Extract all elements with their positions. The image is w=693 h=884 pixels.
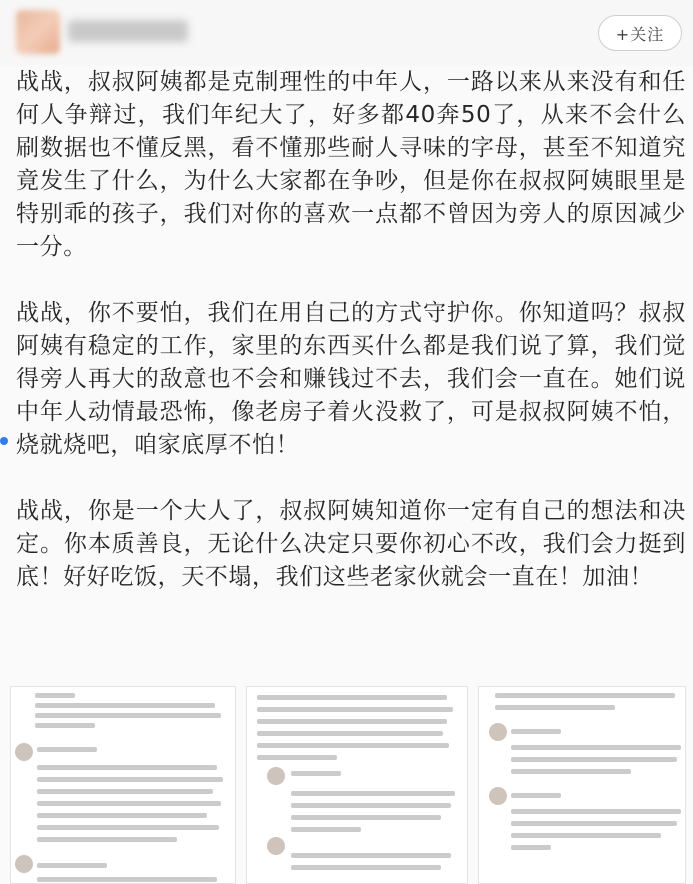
blurred-text-line xyxy=(35,713,221,718)
post-header xyxy=(0,0,693,66)
unread-indicator-dot xyxy=(0,437,8,445)
post-body xyxy=(16,66,686,627)
blurred-text-line xyxy=(257,755,337,760)
blurred-text-line xyxy=(37,877,217,882)
blurred-text-line xyxy=(511,729,561,734)
blurred-text-line xyxy=(511,809,681,814)
screenshot-thumbnail[interactable] xyxy=(246,686,468,884)
comment-avatar xyxy=(15,743,33,761)
attached-screenshots xyxy=(10,686,686,884)
blurred-text-line xyxy=(291,827,361,832)
blurred-text-line xyxy=(37,813,207,818)
blurred-text-line xyxy=(495,705,615,710)
screenshot-thumbnail[interactable] xyxy=(478,686,686,884)
blurred-text-line xyxy=(257,695,447,700)
blurred-text-line xyxy=(37,863,107,868)
blurred-text-line xyxy=(37,789,213,794)
blurred-text-line xyxy=(37,765,217,770)
blurred-text-line xyxy=(37,837,177,842)
blurred-text-line xyxy=(291,791,455,796)
blurred-text-line xyxy=(35,703,215,708)
blurred-text-line xyxy=(257,743,449,748)
blurred-text-line xyxy=(511,757,677,762)
screenshot-thumbnail[interactable] xyxy=(10,686,236,884)
blurred-text-line xyxy=(35,693,75,698)
comment-avatar xyxy=(489,787,507,805)
username-blurred[interactable] xyxy=(68,20,188,42)
comment-avatar xyxy=(267,767,285,785)
blurred-text-line xyxy=(495,693,675,698)
blurred-text-line xyxy=(37,825,219,830)
comment-avatar xyxy=(267,837,285,855)
blurred-text-line xyxy=(291,803,451,808)
post-paragraph: 战战，你是一个大人了，叔叔阿姨知道你一定有自己的想法和决定。你本质善良，无论什么决定只要你初心不改，我们会力挺到底！好好吃饭，天不塌，我们这些老家伙就会一直在！加油！ xyxy=(16,498,686,590)
blurred-text-line xyxy=(37,747,97,752)
blurred-text-line xyxy=(511,845,551,850)
blurred-text-line xyxy=(291,771,341,776)
blurred-text-line xyxy=(37,801,221,806)
post-paragraph: 战战，叔叔阿姨都是克制理性的中年人，一路以来从来没有和任何人争辩过，我们年纪大了，好多都40奔50了，从来不会什么刷数据也不懂反黑，看不懂那些耐人寻味的字母，甚至不知道究竟发生了什么，为什么大家都在争吵，但是你在叔叔阿姨眼里是特别乖的孩子，我们对你的喜欢一点都不曾因为旁人的原因减少一分。 xyxy=(16,69,686,260)
blurred-text-line xyxy=(291,815,441,820)
post-paragraph: 战战，你不要怕，我们在用自己的方式守护你。你知道吗？叔叔阿姨有稳定的工作，家里的东西买什么都是我们说了算，我们觉得旁人再大的敌意也不会和赚钱过不去，我们会一直在。她们说中年人动情最恐怖，像老房子着火没救了，可是叔叔阿姨不怕，烧就烧吧，咱家底厚不怕！ xyxy=(16,300,686,458)
blurred-text-line xyxy=(257,707,453,712)
blurred-text-line xyxy=(257,719,447,724)
comment-avatar xyxy=(15,855,33,873)
blurred-text-line xyxy=(511,821,677,826)
blurred-text-line xyxy=(511,833,661,838)
follow-button[interactable]: +关注 xyxy=(598,15,682,51)
blurred-text-line xyxy=(511,793,561,798)
comment-avatar xyxy=(489,723,507,741)
blurred-text-line xyxy=(257,731,443,736)
blurred-text-line xyxy=(511,769,631,774)
blurred-text-line xyxy=(35,723,95,728)
avatar[interactable] xyxy=(16,10,60,54)
blurred-text-line xyxy=(511,745,681,750)
blurred-text-line xyxy=(37,777,223,782)
blurred-text-line xyxy=(291,865,441,870)
blurred-text-line xyxy=(291,853,451,858)
